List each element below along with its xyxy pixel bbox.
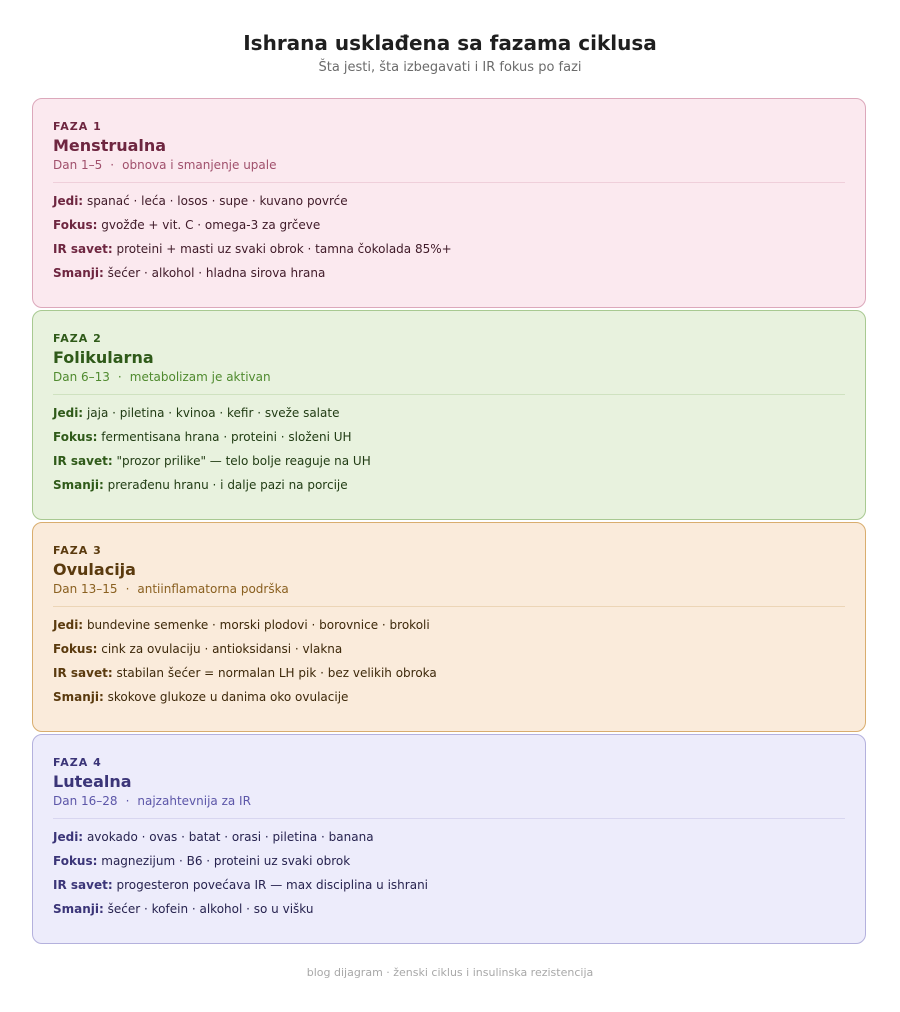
- row-label: IR savet:: [53, 242, 113, 256]
- row-label: Smanji:: [53, 478, 104, 492]
- row-label: Fokus:: [53, 854, 98, 868]
- eat-row: [53, 193, 348, 209]
- phase-number: FAZA 4: [53, 756, 102, 769]
- phase-number: FAZA 3: [53, 544, 102, 557]
- row-text: progesteron povećava IR — max disciplina u ishrani: [116, 878, 429, 892]
- phase-days: Dan 6–13: [53, 370, 110, 384]
- row-label: IR savet:: [53, 666, 113, 680]
- row-label: Jedi:: [53, 406, 84, 420]
- row-text: gvožđe + vit. C · omega-3 za grčeve: [101, 218, 321, 232]
- footer-caption: blog dijagram · ženski ciklus i insulinska rezistencija: [306, 966, 594, 979]
- row-text: avokado · ovas · batat · orasi · piletina · banana: [86, 830, 374, 844]
- ir-tip-row: [53, 453, 371, 469]
- row-text: cink za ovulaciju · antioksidansi · vlakna: [101, 642, 343, 656]
- phase-days-line: [53, 793, 251, 809]
- reduce-row: [53, 265, 325, 281]
- row-text: magnezijum · B6 · proteini uz svaki obrok: [101, 854, 351, 868]
- focus-row: [53, 429, 352, 445]
- phase-card-follicular: [32, 310, 866, 520]
- row-label: Fokus:: [53, 430, 98, 444]
- eat-row: [53, 617, 430, 633]
- row-text: skokove glukoze u danima oko ovulacije: [107, 690, 349, 704]
- eat-row: [53, 829, 374, 845]
- row-label: Fokus:: [53, 642, 98, 656]
- ir-tip-row: [53, 877, 428, 893]
- divider: [53, 606, 845, 607]
- row-label: Smanji:: [53, 266, 104, 280]
- phase-days: Dan 13–15: [53, 582, 118, 596]
- row-text: jaja · piletina · kvinoa · kefir · sveže salate: [86, 406, 340, 420]
- separator-dot: ·: [125, 794, 130, 808]
- row-label: Smanji:: [53, 690, 104, 704]
- phase-days-line: [53, 581, 289, 597]
- divider: [53, 394, 845, 395]
- phase-name: Ovulacija: [53, 560, 136, 579]
- row-label: IR savet:: [53, 454, 113, 468]
- row-text: proteini + masti uz svaki obrok · tamna čokolada 85%+: [116, 242, 452, 256]
- ir-tip-row: [53, 665, 437, 681]
- separator-dot: ·: [117, 370, 122, 384]
- phase-days-line: [53, 369, 271, 385]
- row-label: Jedi:: [53, 618, 84, 632]
- phase-name: Menstrualna: [53, 136, 167, 155]
- row-text: "prozor prilike" — telo bolje reaguje na UH: [116, 454, 371, 468]
- divider: [53, 818, 845, 819]
- page-title: Ishrana usklađena sa fazama ciklusa: [243, 31, 657, 55]
- focus-row: [53, 641, 342, 657]
- focus-row: [53, 853, 350, 869]
- reduce-row: [53, 901, 313, 917]
- row-label: Smanji:: [53, 902, 104, 916]
- row-label: Fokus:: [53, 218, 98, 232]
- phase-name: Folikularna: [53, 348, 154, 367]
- row-label: Jedi:: [53, 830, 84, 844]
- phase-days-line: [53, 157, 277, 173]
- phase-note: metabolizam je aktivan: [129, 370, 271, 384]
- divider: [53, 182, 845, 183]
- phase-days: Dan 1–5: [53, 158, 103, 172]
- phase-card-menstrual: [32, 98, 866, 308]
- row-text: spanać · leća · losos · supe · kuvano povrće: [86, 194, 348, 208]
- row-text: fermentisana hrana · proteini · složeni UH: [101, 430, 352, 444]
- focus-row: [53, 217, 320, 233]
- reduce-row: [53, 477, 348, 493]
- row-text: šećer · alkohol · hladna sirova hrana: [107, 266, 326, 280]
- row-label: Jedi:: [53, 194, 84, 208]
- separator-dot: ·: [110, 158, 115, 172]
- phase-number: FAZA 2: [53, 332, 102, 345]
- row-text: prerađenu hranu · i dalje pazi na porcije: [107, 478, 348, 492]
- phase-name: Lutealna: [53, 772, 132, 791]
- page-subtitle: Šta jesti, šta izbegavati i IR fokus po fazi: [318, 60, 582, 75]
- phase-note: obnova i smanjenje upale: [122, 158, 277, 172]
- eat-row: [53, 405, 339, 421]
- phase-card-ovulation: [32, 522, 866, 732]
- phase-card-luteal: [32, 734, 866, 944]
- row-text: bundevine semenke · morski plodovi · borovnice · brokoli: [86, 618, 430, 632]
- phase-number: FAZA 1: [53, 120, 102, 133]
- ir-tip-row: [53, 241, 452, 257]
- separator-dot: ·: [125, 582, 130, 596]
- phase-days: Dan 16–28: [53, 794, 118, 808]
- phase-note: najzahtevnija za IR: [137, 794, 251, 808]
- row-text: stabilan šećer = normalan LH pik · bez velikih obroka: [116, 666, 437, 680]
- reduce-row: [53, 689, 348, 705]
- row-label: IR savet:: [53, 878, 113, 892]
- row-text: šećer · kofein · alkohol · so u višku: [107, 902, 314, 916]
- phase-note: antiinflamatorna podrška: [137, 582, 289, 596]
